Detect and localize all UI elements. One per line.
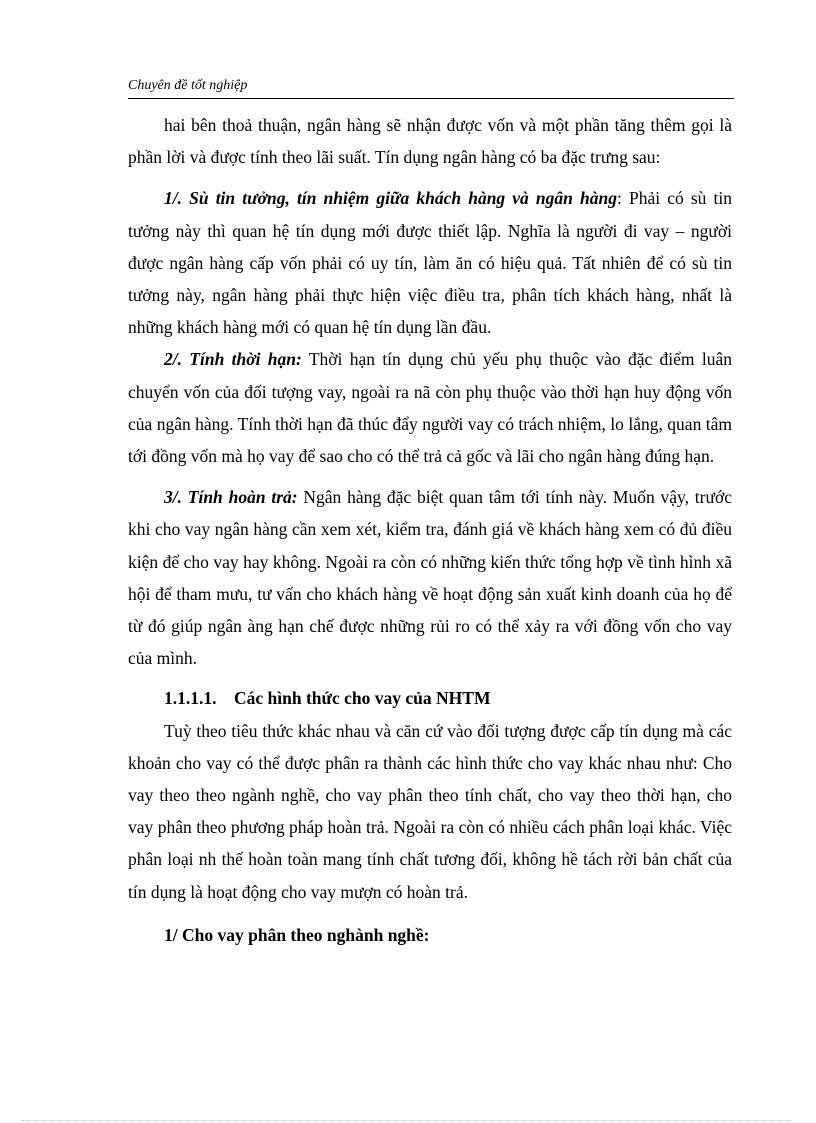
subsection-heading: 1/ Cho vay phân theo nghành nghề: [164, 924, 430, 945]
trust-label: 1/. Sù tin tưởng, tín nhiệm giữa khách hàng và ngân hàng [164, 188, 617, 209]
paragraph-forms: Tuỳ theo tiêu thức khác nhau và căn cứ vào đối tượng được cấp tín dụng mà các khoản cho vay có thể được phân ra thành các hình thức cho vay khác nhau như: Cho vay theo theo ngành nghề, cho vay phân theo tính chất, cho vay theo thời hạn, cho vay phân theo phương pháp hoàn trả. Ngoài ra còn có nhiều cách phân loại khác. Việc phân loại nh thế hoàn toàn mang tính chất tương đối, không hề tách rời bản chất của tín dụng là hoạt động cho vay mượn có hoàn trả. [128, 720, 732, 902]
term-label: 2/. Tính thời hạn: [164, 349, 302, 370]
repayment-label: 3/. Tính hoàn trả: [164, 487, 298, 508]
section-number: 1.1.1.1. [164, 688, 217, 709]
page-bottom-divider [22, 1120, 792, 1121]
page-header [128, 76, 734, 99]
trust-text: : Phải có sù tin tưởng này thì quan hệ tín dụng mới được thiết lập. Nghĩa là người đi vay – người được ngân hàng cấp vốn phải có uy tín, làm ăn có hiệu quả. Tất nhiên để có sù tin tưởng này, ngân hàng phải thực hiện việc điều tra, phân tích khách hàng, nhất là những khách hàng mới có quan hệ tín dụng lần đầu. [128, 188, 732, 338]
paragraph-repayment [128, 481, 732, 674]
repayment-text: Ngân hàng đặc biệt quan tâm tới tính này. Muốn vậy, trước khi cho vay ngân hàng cần xem xét, kiểm tra, đánh giá về khách hàng xem có đủ điều kiện để cho vay hay không. Ngoài ra còn có những kiến thức tổng hợp về tình hình xã hội để tham mưu, tư vấn cho khách hàng về hoạt động sản xuất kinh doanh của họ để từ đó giúp ngân àng hạn chế được những rủi ro có thể xảy ra với đồng vốn cho vay của mình. [128, 487, 732, 669]
paragraph-intro: hai bên thoả thuận, ngân hàng sẽ nhận được vốn và một phần tăng thêm gọi là phần lời và được tính theo lãi suất. Tín dụng ngân hàng có ba đặc trưng sau: [128, 115, 732, 168]
paragraph-term [128, 343, 732, 472]
header-title: Chuyên đề tốt nghiệp [128, 78, 248, 93]
section-heading [128, 682, 732, 714]
section-title: Các hình thức cho vay của NHTM [234, 688, 491, 709]
term-text: Thời hạn tín dụng chủ yếu phụ thuộc vào đặc điểm luân chuyển vốn của đối tượng vay, ngoài ra nã còn phụ thuộc vào thời hạn huy động vốn của ngân hàng. Tính thời hạn đã thúc đẩy người vay có trách nhiệm, lo lắng, quan tâm tới đồng vốn mà họ vay để sao cho có thể trả cả gốc và lãi cho ngân hàng đúng hạn. [128, 349, 732, 467]
document-body [128, 109, 732, 951]
paragraph-trust [128, 182, 732, 343]
